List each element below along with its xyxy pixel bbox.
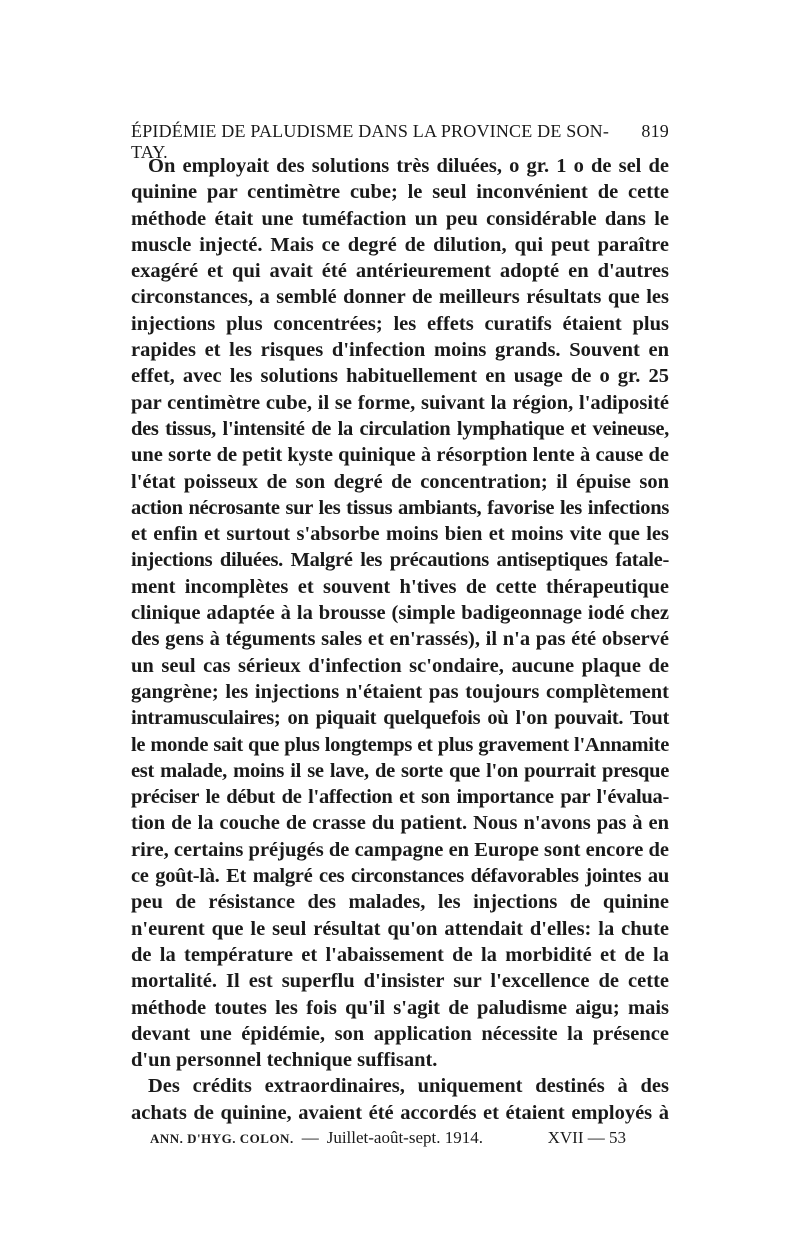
text-line: devant une épidémie, son application nécessite la présence xyxy=(131,1022,669,1045)
text-line: exagéré et qui avait été antérieurement adopté en d'autres xyxy=(131,260,669,283)
running-title: ÉPIDÉMIE DE PALUDISME DANS LA PROVINCE DE SON-TAY. xyxy=(131,121,610,162)
text-line: d'un personnel technique suffisant. xyxy=(131,1049,438,1072)
text-line: ment incomplètes et souvent h'tives de cette thérapeutique xyxy=(131,575,669,598)
text-line: est malade, moins il se lave, de sorte que l'on pourrait presque xyxy=(131,759,669,782)
text-line: tion de la couche de crasse du patient. Nous n'avons pas à en xyxy=(131,812,669,835)
text-line: ce goût-là. Et malgré ces circonstances défavorables jointes au xyxy=(131,865,669,888)
issue-date: Juillet-août-sept. 1914. xyxy=(326,1128,483,1147)
text-line: intramusculaires; on piquait quelquefois où l'on pouvait. Tout xyxy=(131,707,669,730)
body-text xyxy=(131,153,669,1126)
text-line: par centimètre cube, il se forme, suivant la région, l'adiposité xyxy=(131,391,669,414)
text-line: des gens à téguments sales et en'rassés), il n'a pas été observé xyxy=(131,628,669,651)
journal-abbreviation: ANN. D'HYG. COLON. xyxy=(150,1131,294,1146)
text-line: méthode était une tuméfaction un peu considérable dans le xyxy=(131,207,669,230)
text-line: achats de quinine, avaient été accordés et étaient employés à xyxy=(131,1101,669,1124)
text-line: injections diluées. Malgré les précautions antiseptiques fatale- xyxy=(131,549,669,572)
volume-signature: XVII — 53 xyxy=(547,1128,626,1147)
text-line: clinique adaptée à la brousse (simple badigeonnage iodé chez xyxy=(131,602,669,625)
page-footer xyxy=(150,1128,630,1154)
text-line: préciser le début de l'affection et son importance par l'évalua- xyxy=(131,786,669,809)
text-line: On employait des solutions très diluées, o gr. 1 o de sel de xyxy=(148,155,669,177)
running-head xyxy=(131,121,669,162)
text-line: gangrène; les injections n'étaient pas toujours complètement xyxy=(131,680,669,703)
text-line: effet, avec les solutions habituellement en usage de o gr. 25 xyxy=(131,365,669,388)
text-line: action nécrosante sur les tissus ambiants, favorise les infections xyxy=(131,496,669,519)
text-line: un seul cas sérieux d'infection sc'ondaire, aucune plaque de xyxy=(131,654,669,677)
text-line: peu de résistance des malades, les injections de quinine xyxy=(131,891,669,914)
text-line: et enfin et surtout s'absorbe moins bien et moins vite que les xyxy=(131,523,669,546)
text-line: rire, certains préjugés de campagne en Europe sont encore de xyxy=(131,838,669,861)
text-line: de la température et l'abaissement de la morbidité et de la xyxy=(131,943,669,966)
text-line: muscle injecté. Mais ce degré de dilution, qui peut paraître xyxy=(131,233,669,256)
page-number: 819 xyxy=(641,121,669,141)
text-line: injections plus concentrées; les effets curatifs étaient plus xyxy=(131,312,669,335)
text-line: quinine par centimètre cube; le seul inconvénient de cette xyxy=(131,181,669,204)
text-line: circonstances, a semblé donner de meilleurs résultats que les xyxy=(131,286,669,309)
text-line: l'état poisseux de son degré de concentration; il épuise son xyxy=(131,470,669,493)
text-line: n'eurent que le seul résultat qu'on attendait d'elles: la chute xyxy=(131,917,669,940)
text-line: Des crédits extraordinaires, uniquement destinés à des xyxy=(148,1075,669,1098)
text-line: une sorte de petit kyste quinique à résorption lente à cause de xyxy=(131,444,669,467)
text-line: mortalité. Il est superflu d'insister sur l'excellence de cette xyxy=(131,970,669,993)
text-line: méthode toutes les fois qu'il s'agit de paludisme aigu; mais xyxy=(131,996,669,1019)
text-line: des tissus, l'intensité de la circulation lymphatique et veineuse, xyxy=(131,417,669,440)
text-line: rapides et les risques d'infection moins grands. Souvent en xyxy=(131,339,669,362)
footer-dash: — xyxy=(301,1128,319,1147)
text-line: le monde sait que plus longtemps et plus gravement l'Annamite xyxy=(131,733,669,756)
